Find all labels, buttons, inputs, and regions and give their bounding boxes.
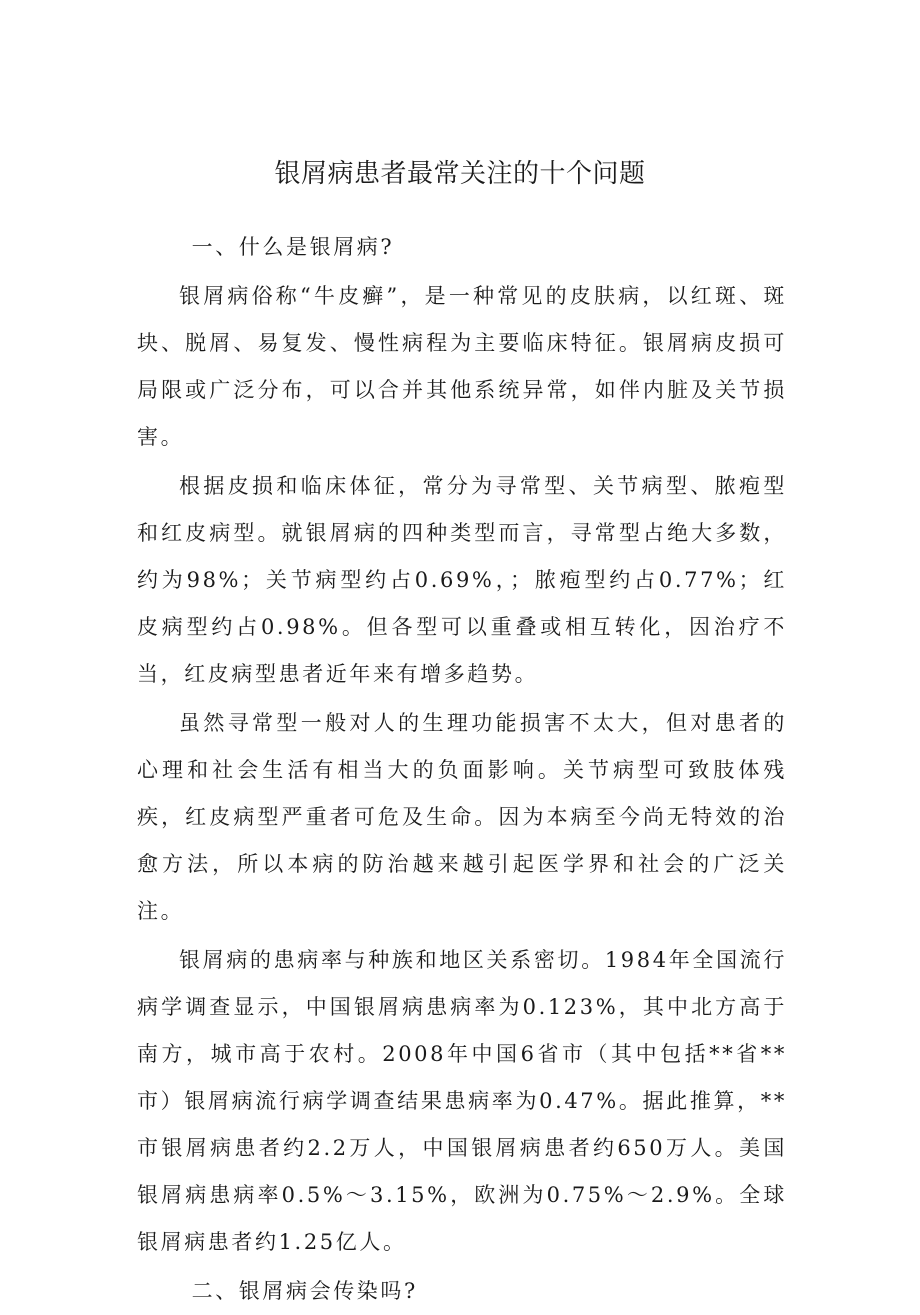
paragraph: 根据皮损和临床体征，常分为寻常型、关节病型、脓疱型和红皮病型。就银屑病的四种类型而言，寻常型占绝大多数，约为98%；关节病型约占0.69%，；脓疱型约占0.77%；红皮病型约占0.98%。但各型可以重叠或相互转化，因治疗不当，红皮病型患者近年来有增多趋势。 [137, 474, 787, 686]
paragraph: 银屑病的患病率与种族和地区关系密切。1984年全国流行病学调查显示，中国银屑病患病率为0.123%，其中北方高于南方，城市高于农村。2008年中国6省市（其中包括**省**市）银屑病流行病学调查结果患病率为0.47%。据此推算，**市银屑病患者约2.2万人，中国银屑病患者约650万人。美国银屑病患病率0.5%～3.15%，欧洲为0.75%～2.9%。全球银屑病患者约1.25亿人。 [137, 948, 787, 1254]
paragraph: 银屑病俗称“牛皮癣”，是一种常见的皮肤病，以红斑、斑块、脱屑、易复发、慢性病程为主要临床特征。银屑病皮损可局限或广泛分布，可以合并其他系统异常，如伴内脏及关节损害。 [137, 284, 787, 449]
document-body [137, 224, 787, 1315]
document-title: 银屑病患者最常关注的十个问题 [274, 159, 646, 189]
section-heading-2: 二、银屑病会传染吗? [191, 1279, 418, 1303]
paragraph: 虽然寻常型一般对人的生理功能损害不太大，但对患者的心理和社会生活有相当大的负面影响。关节病型可致肢体残疾，红皮病型严重者可危及生命。因为本病至今尚无特效的治愈方法，所以本病的防治越来越引起医学界和社会的广泛关注。 [137, 711, 787, 923]
section-heading-1: 一、什么是银屑病? [191, 235, 395, 259]
